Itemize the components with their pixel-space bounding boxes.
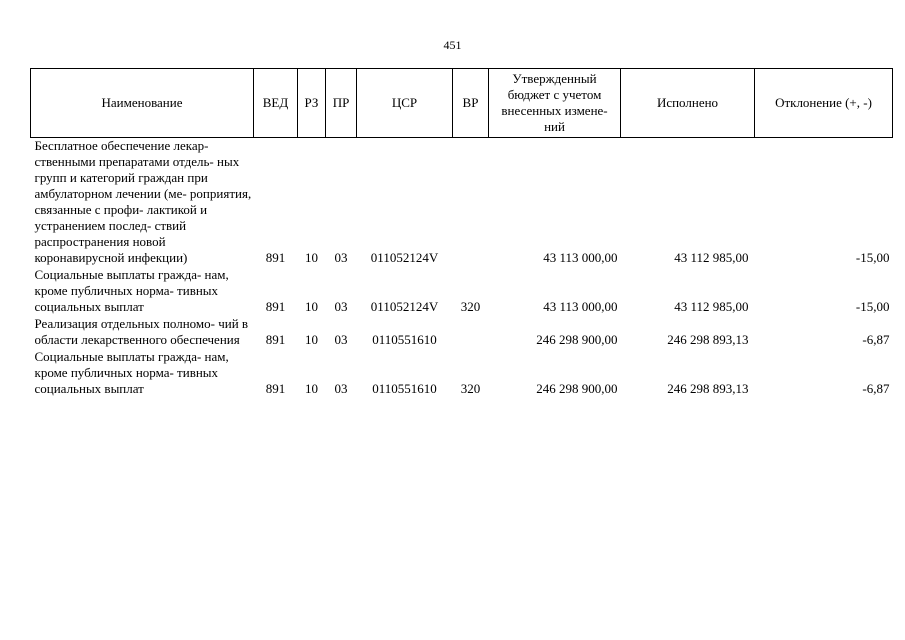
row-pr: 03 [334,299,348,314]
row-rz: 10 [305,332,318,347]
row-deviation: -15,00 [855,299,890,314]
header-vr: ВР [453,69,489,138]
row-executed: 43 112 985,00 [674,299,749,314]
header-rz: РЗ [298,69,326,138]
budget-table [30,68,893,398]
row-name: Реализация отдельных полномо- чий в области лекарственного обеспечения [34,316,249,347]
table-row [31,316,893,349]
row-ved: 891 [265,381,286,396]
row-vr [453,316,489,349]
table-row [31,138,893,268]
row-csr: 0110551610 [372,381,437,396]
row-deviation: -15,00 [855,250,890,265]
row-name: Социальные выплаты гражда- нам, кроме публичных норма- тивных социальных выплат [34,267,229,314]
row-rz: 10 [305,299,318,314]
row-pr: 03 [334,250,348,265]
row-executed: 246 298 893,13 [667,332,749,347]
header-pr: ПР [326,69,357,138]
row-ved: 891 [265,250,286,265]
row-name: Бесплатное обеспечение лекар- ственными препаратами отдель- ных групп и категорий граждан при амбулаторном лечении (ме- роприятия, связанные с профи- лактикой и устранением послед- ствий распространения новой коронавирусной инфекции) [34,138,252,265]
row-deviation: -6,87 [862,332,890,347]
row-ved: 891 [265,332,286,347]
row-approved: 246 298 900,00 [536,381,618,396]
row-approved: 43 113 000,00 [543,299,618,314]
row-vr: 320 [460,381,481,396]
header-row [31,69,893,138]
row-ved: 891 [265,299,286,314]
header-name: Наименование [31,69,254,138]
table-row [31,267,893,316]
row-executed: 246 298 893,13 [667,381,749,396]
table-row [31,349,893,398]
row-name: Социальные выплаты гражда- нам, кроме публичных норма- тивных социальных выплат [34,349,229,396]
row-csr: 0110551610 [372,332,437,347]
row-executed: 43 112 985,00 [674,250,749,265]
row-pr: 03 [334,381,348,396]
row-vr: 320 [460,299,481,314]
row-rz: 10 [305,381,318,396]
row-approved: 43 113 000,00 [543,250,618,265]
row-rz: 10 [305,250,318,265]
header-csr: ЦСР [357,69,453,138]
header-deviation: Отклонение (+, -) [755,69,893,138]
row-deviation: -6,87 [862,381,890,396]
header-ved: ВЕД [254,69,298,138]
header-executed: Исполнено [621,69,755,138]
row-vr [453,138,489,268]
row-approved: 246 298 900,00 [536,332,618,347]
row-pr: 03 [334,332,348,347]
header-approved: Утвержденный бюджет с учетом внесенных измене- ний [489,69,621,138]
row-csr: 011052124V [370,299,439,314]
page-number: 451 [443,38,462,52]
row-csr: 011052124V [370,250,439,265]
